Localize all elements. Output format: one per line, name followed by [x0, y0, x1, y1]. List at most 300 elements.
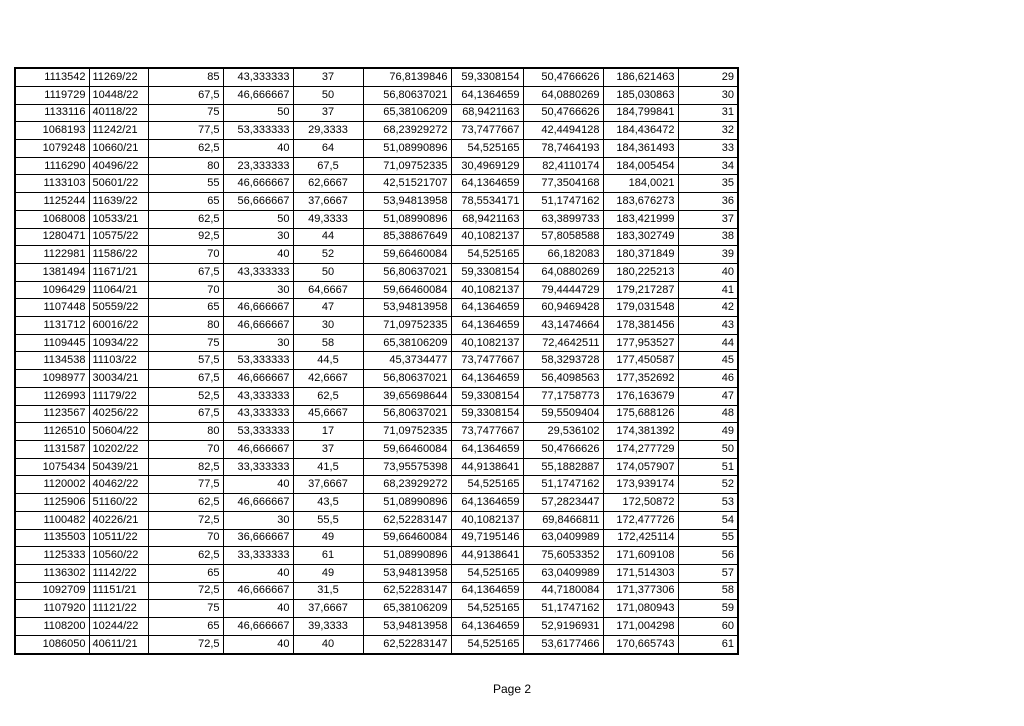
table-cell: 65,38106209 [363, 600, 451, 618]
table-cell: 62,52283147 [363, 511, 451, 529]
table-cell: 62,5 [148, 547, 223, 565]
table-cell: 64,1364659 [451, 299, 523, 317]
table-cell: 50 [223, 104, 293, 122]
table-cell: 54,525165 [451, 476, 523, 494]
table-cell: 172,477726 [603, 511, 678, 529]
table-cell: 180,225213 [603, 263, 678, 281]
table-cell: 49 [293, 564, 363, 582]
table-cell: 50439/21 [89, 458, 148, 476]
table-cell: 1092709 [15, 582, 89, 600]
table-cell: 61 [678, 635, 738, 654]
table-cell: 68,9421163 [451, 104, 523, 122]
table-cell: 40,1082137 [451, 511, 523, 529]
table-cell: 54 [678, 511, 738, 529]
table-cell: 43,333333 [223, 387, 293, 405]
table-row [15, 564, 738, 582]
table-cell: 30 [293, 317, 363, 335]
table-cell: 75,6053352 [523, 547, 603, 565]
table-cell: 40256/22 [89, 405, 148, 423]
table-row [15, 352, 738, 370]
table-cell: 67,5 [148, 370, 223, 388]
table-cell: 64 [293, 140, 363, 158]
table-cell: 59,66460084 [363, 246, 451, 264]
table-cell: 11179/22 [89, 387, 148, 405]
table-row [15, 281, 738, 299]
table-cell: 40 [223, 564, 293, 582]
table-cell: 37 [678, 210, 738, 228]
table-cell: 37,6667 [293, 476, 363, 494]
table-cell: 59,5509404 [523, 405, 603, 423]
table-cell: 178,381456 [603, 317, 678, 335]
table-row [15, 547, 738, 565]
table-cell: 37 [293, 441, 363, 459]
table-cell: 40462/22 [89, 476, 148, 494]
table-cell: 51,08990896 [363, 140, 451, 158]
table-cell: 44,5 [293, 352, 363, 370]
table-cell: 42,6667 [293, 370, 363, 388]
table-cell: 1098977 [15, 370, 89, 388]
table-cell: 1133116 [15, 104, 89, 122]
table-cell: 56,80637021 [363, 263, 451, 281]
table-cell: 40118/22 [89, 104, 148, 122]
table-cell: 49,3333 [293, 210, 363, 228]
table-cell: 30,4969129 [451, 157, 523, 175]
table-cell: 53,333333 [223, 423, 293, 441]
table-cell: 51,1747162 [523, 476, 603, 494]
table-cell: 51,08990896 [363, 494, 451, 512]
table-row [15, 441, 738, 459]
table-cell: 48 [678, 405, 738, 423]
table-cell: 1096429 [15, 281, 89, 299]
table-cell: 45,3734477 [363, 352, 451, 370]
table-cell: 184,436472 [603, 122, 678, 140]
table-cell: 65 [148, 618, 223, 636]
table-cell: 52 [678, 476, 738, 494]
table-cell: 55,1882887 [523, 458, 603, 476]
table-cell: 1125906 [15, 494, 89, 512]
table-row [15, 494, 738, 512]
table-cell: 67,5 [148, 86, 223, 104]
table-cell: 72,4642511 [523, 334, 603, 352]
table-cell: 40 [223, 600, 293, 618]
table-cell: 59,3308154 [451, 405, 523, 423]
table-cell: 50604/22 [89, 423, 148, 441]
table-cell: 62,5 [293, 387, 363, 405]
table-cell: 64,0880269 [523, 263, 603, 281]
table-row [15, 140, 738, 158]
table-cell: 57 [678, 564, 738, 582]
table-cell: 184,799841 [603, 104, 678, 122]
table-cell: 77,5 [148, 122, 223, 140]
table-cell: 53,94813958 [363, 193, 451, 211]
table-cell: 177,352692 [603, 370, 678, 388]
table-cell: 29,536102 [523, 423, 603, 441]
table-cell: 40 [223, 635, 293, 654]
table-cell: 23,333333 [223, 157, 293, 175]
table-cell: 58 [678, 582, 738, 600]
table-row [15, 210, 738, 228]
table-cell: 73,7477667 [451, 352, 523, 370]
table-cell: 69,8466811 [523, 511, 603, 529]
table-cell: 50,4766626 [523, 68, 603, 86]
table-cell: 37,6667 [293, 193, 363, 211]
table-cell: 50601/22 [89, 175, 148, 193]
table-cell: 43,5 [293, 494, 363, 512]
table-cell: 46 [678, 370, 738, 388]
table-cell: 10511/22 [89, 529, 148, 547]
table-cell: 177,450587 [603, 352, 678, 370]
table-cell: 85 [148, 68, 223, 86]
table-cell: 40,1082137 [451, 334, 523, 352]
table-cell: 1126510 [15, 423, 89, 441]
table-cell: 174,381392 [603, 423, 678, 441]
table-cell: 1079248 [15, 140, 89, 158]
table-cell: 1068193 [15, 122, 89, 140]
table-cell: 1381494 [15, 263, 89, 281]
table-cell: 50559/22 [89, 299, 148, 317]
table-cell: 70 [148, 246, 223, 264]
table-cell: 44,7180084 [523, 582, 603, 600]
table-cell: 179,217287 [603, 281, 678, 299]
table-cell: 1075434 [15, 458, 89, 476]
table-cell: 1107920 [15, 600, 89, 618]
table-cell: 1086050 [15, 635, 89, 654]
table-cell: 59,66460084 [363, 529, 451, 547]
table-cell: 176,163679 [603, 387, 678, 405]
table-cell: 10202/22 [89, 441, 148, 459]
table-cell: 51160/22 [89, 494, 148, 512]
table-cell: 44 [678, 334, 738, 352]
table-cell: 80 [148, 157, 223, 175]
table-cell: 63,0409989 [523, 564, 603, 582]
data-table-body [15, 68, 738, 654]
table-cell: 54,525165 [451, 246, 523, 264]
table-cell: 1119729 [15, 86, 89, 104]
table-cell: 33 [678, 140, 738, 158]
table-cell: 36 [678, 193, 738, 211]
table-cell: 65 [148, 299, 223, 317]
table-cell: 11103/22 [89, 352, 148, 370]
table-cell: 1135503 [15, 529, 89, 547]
table-cell: 1123567 [15, 405, 89, 423]
table-cell: 11269/22 [89, 68, 148, 86]
table-cell: 43,333333 [223, 405, 293, 423]
table-cell: 56,4098563 [523, 370, 603, 388]
table-cell: 29 [678, 68, 738, 86]
table-row [15, 370, 738, 388]
table-cell: 179,031548 [603, 299, 678, 317]
table-cell: 42 [678, 299, 738, 317]
table-cell: 46,666667 [223, 175, 293, 193]
table-cell: 177,953527 [603, 334, 678, 352]
table-cell: 1133103 [15, 175, 89, 193]
table-cell: 184,005454 [603, 157, 678, 175]
table-cell: 35 [678, 175, 738, 193]
table-cell: 1126993 [15, 387, 89, 405]
table-cell: 1125333 [15, 547, 89, 565]
table-cell: 34 [678, 157, 738, 175]
table-cell: 72,5 [148, 511, 223, 529]
table-row [15, 635, 738, 654]
table-cell: 53 [678, 494, 738, 512]
table-cell: 40 [223, 140, 293, 158]
table-cell: 53,333333 [223, 352, 293, 370]
table-cell: 47 [293, 299, 363, 317]
table-cell: 57,2823447 [523, 494, 603, 512]
table-row [15, 317, 738, 335]
table-cell: 70 [148, 281, 223, 299]
table-cell: 10560/22 [89, 547, 148, 565]
table-cell: 11639/22 [89, 193, 148, 211]
table-row [15, 68, 738, 86]
table-cell: 10575/22 [89, 228, 148, 246]
table-cell: 65,38106209 [363, 104, 451, 122]
table-cell: 82,5 [148, 458, 223, 476]
table-cell: 62,5 [148, 210, 223, 228]
table-cell: 30 [223, 334, 293, 352]
table-cell: 51,1747162 [523, 193, 603, 211]
table-cell: 1107448 [15, 299, 89, 317]
table-cell: 53,94813958 [363, 299, 451, 317]
table-cell: 53,94813958 [363, 618, 451, 636]
table-cell: 39,3333 [293, 618, 363, 636]
table-cell: 30 [678, 86, 738, 104]
table-cell: 59,3308154 [451, 387, 523, 405]
table-cell: 10533/21 [89, 210, 148, 228]
table-cell: 30 [223, 511, 293, 529]
table-cell: 64,1364659 [451, 441, 523, 459]
table-cell: 65 [148, 564, 223, 582]
table-cell: 54,525165 [451, 635, 523, 654]
table-cell: 65,38106209 [363, 334, 451, 352]
table-cell: 62,5 [148, 494, 223, 512]
table-cell: 77,5 [148, 476, 223, 494]
table-row [15, 175, 738, 193]
table-cell: 46,666667 [223, 299, 293, 317]
table-cell: 75 [148, 334, 223, 352]
table-cell: 175,688126 [603, 405, 678, 423]
table-row [15, 582, 738, 600]
table-cell: 49 [293, 529, 363, 547]
table-cell: 30034/21 [89, 370, 148, 388]
table-cell: 67,5 [148, 263, 223, 281]
table-cell: 59,3308154 [451, 68, 523, 86]
table-cell: 45 [678, 352, 738, 370]
table-cell: 11242/21 [89, 122, 148, 140]
table-cell: 31 [678, 104, 738, 122]
table-cell: 1134538 [15, 352, 89, 370]
table-row [15, 511, 738, 529]
table-cell: 64,1364659 [451, 317, 523, 335]
table-cell: 46,666667 [223, 494, 293, 512]
table-cell: 11121/22 [89, 600, 148, 618]
table-cell: 1131712 [15, 317, 89, 335]
table-cell: 42,4494128 [523, 122, 603, 140]
table-row [15, 299, 738, 317]
table-cell: 40 [223, 476, 293, 494]
table-cell: 33,333333 [223, 458, 293, 476]
table-cell: 11671/21 [89, 263, 148, 281]
table-cell: 73,95575398 [363, 458, 451, 476]
table-row [15, 458, 738, 476]
table-row [15, 263, 738, 281]
table-row [15, 157, 738, 175]
table-cell: 52,5 [148, 387, 223, 405]
table-cell: 183,302749 [603, 228, 678, 246]
table-cell: 51 [678, 458, 738, 476]
table-cell: 56,80637021 [363, 370, 451, 388]
table-cell: 46,666667 [223, 618, 293, 636]
table-cell: 72,5 [148, 635, 223, 654]
table-cell: 10448/22 [89, 86, 148, 104]
table-cell: 50 [223, 210, 293, 228]
table-cell: 1122981 [15, 246, 89, 264]
table-row [15, 423, 738, 441]
table-cell: 63,3899733 [523, 210, 603, 228]
table-cell: 75 [148, 104, 223, 122]
table-cell: 60,9469428 [523, 299, 603, 317]
page-footer: Page 2 [492, 682, 532, 696]
table-cell: 68,23929272 [363, 476, 451, 494]
table-cell: 31,5 [293, 582, 363, 600]
table-cell: 68,9421163 [451, 210, 523, 228]
table-cell: 40226/21 [89, 511, 148, 529]
table-cell: 44,9138641 [451, 547, 523, 565]
table-cell: 42,51521707 [363, 175, 451, 193]
table-cell: 43,333333 [223, 263, 293, 281]
table-cell: 50 [293, 86, 363, 104]
table-cell: 32 [678, 122, 738, 140]
table-cell: 64,1364659 [451, 494, 523, 512]
table-cell: 11064/21 [89, 281, 148, 299]
table-cell: 77,3504168 [523, 175, 603, 193]
table-cell: 183,676273 [603, 193, 678, 211]
table-cell: 64,1364659 [451, 86, 523, 104]
table-cell: 49,7195146 [451, 529, 523, 547]
table-cell: 64,1364659 [451, 618, 523, 636]
table-cell: 60016/22 [89, 317, 148, 335]
table-cell: 78,5534171 [451, 193, 523, 211]
table-cell: 82,4110174 [523, 157, 603, 175]
table-cell: 55 [148, 175, 223, 193]
table-cell: 171,080943 [603, 600, 678, 618]
table-cell: 53,6177466 [523, 635, 603, 654]
table-cell: 51,08990896 [363, 547, 451, 565]
table-cell: 1120002 [15, 476, 89, 494]
table-row [15, 334, 738, 352]
table-cell: 79,4444729 [523, 281, 603, 299]
table-row [15, 86, 738, 104]
table-cell: 67,5 [148, 405, 223, 423]
table-cell: 61 [293, 547, 363, 565]
table-cell: 52 [293, 246, 363, 264]
table-cell: 1136302 [15, 564, 89, 582]
table-cell: 43,1474664 [523, 317, 603, 335]
table-cell: 174,277729 [603, 441, 678, 459]
table-cell: 46,666667 [223, 370, 293, 388]
table-cell: 55 [678, 529, 738, 547]
table-cell: 37,6667 [293, 600, 363, 618]
table-cell: 40,1082137 [451, 281, 523, 299]
table-cell: 172,425114 [603, 529, 678, 547]
table-cell: 46,666667 [223, 317, 293, 335]
table-row [15, 193, 738, 211]
table-cell: 59 [678, 600, 738, 618]
table-cell: 64,0880269 [523, 86, 603, 104]
table-cell: 71,09752335 [363, 157, 451, 175]
table-cell: 52,9196931 [523, 618, 603, 636]
table-cell: 38 [678, 228, 738, 246]
table-cell: 44,9138641 [451, 458, 523, 476]
table-cell: 53,333333 [223, 122, 293, 140]
table-cell: 17 [293, 423, 363, 441]
table-cell: 184,0021 [603, 175, 678, 193]
table-cell: 47 [678, 387, 738, 405]
table-cell: 39 [678, 246, 738, 264]
table-cell: 56 [678, 547, 738, 565]
table-cell: 40 [678, 263, 738, 281]
table-cell: 39,65698644 [363, 387, 451, 405]
table-cell: 62,52283147 [363, 582, 451, 600]
table-cell: 62,52283147 [363, 635, 451, 654]
table-cell: 58 [293, 334, 363, 352]
table-cell: 54,525165 [451, 600, 523, 618]
table-cell: 10934/22 [89, 334, 148, 352]
table-cell: 62,5 [148, 140, 223, 158]
table-cell: 53,94813958 [363, 564, 451, 582]
table-cell: 44 [293, 228, 363, 246]
table-cell: 40,1082137 [451, 228, 523, 246]
table-cell: 80 [148, 423, 223, 441]
table-cell: 174,057907 [603, 458, 678, 476]
table-cell: 70 [148, 529, 223, 547]
table-cell: 46,666667 [223, 582, 293, 600]
table-cell: 64,1364659 [451, 175, 523, 193]
table-cell: 64,6667 [293, 281, 363, 299]
table-cell: 171,514303 [603, 564, 678, 582]
table-cell: 92,5 [148, 228, 223, 246]
table-cell: 41 [678, 281, 738, 299]
table-cell: 85,38867649 [363, 228, 451, 246]
table-cell: 67,5 [293, 157, 363, 175]
table-cell: 171,609108 [603, 547, 678, 565]
table-cell: 30 [223, 228, 293, 246]
table-cell: 51,08990896 [363, 210, 451, 228]
table-cell: 36,666667 [223, 529, 293, 547]
table-cell: 57,8058588 [523, 228, 603, 246]
table-cell: 37 [293, 104, 363, 122]
table-cell: 173,939174 [603, 476, 678, 494]
table-cell: 30 [223, 281, 293, 299]
table-cell: 1108200 [15, 618, 89, 636]
table-cell: 184,361493 [603, 140, 678, 158]
table-cell: 11586/22 [89, 246, 148, 264]
table-cell: 1113542 [15, 68, 89, 86]
table-row [15, 618, 738, 636]
table-cell: 50 [293, 263, 363, 281]
table-cell: 41,5 [293, 458, 363, 476]
table-cell: 171,004298 [603, 618, 678, 636]
table-cell: 51,1747162 [523, 600, 603, 618]
table-cell: 1125244 [15, 193, 89, 211]
table-cell: 43 [678, 317, 738, 335]
table-cell: 59,66460084 [363, 281, 451, 299]
table-cell: 59,3308154 [451, 263, 523, 281]
table-cell: 40 [223, 246, 293, 264]
table-row [15, 476, 738, 494]
table-cell: 59,66460084 [363, 441, 451, 459]
table-cell: 1100482 [15, 511, 89, 529]
